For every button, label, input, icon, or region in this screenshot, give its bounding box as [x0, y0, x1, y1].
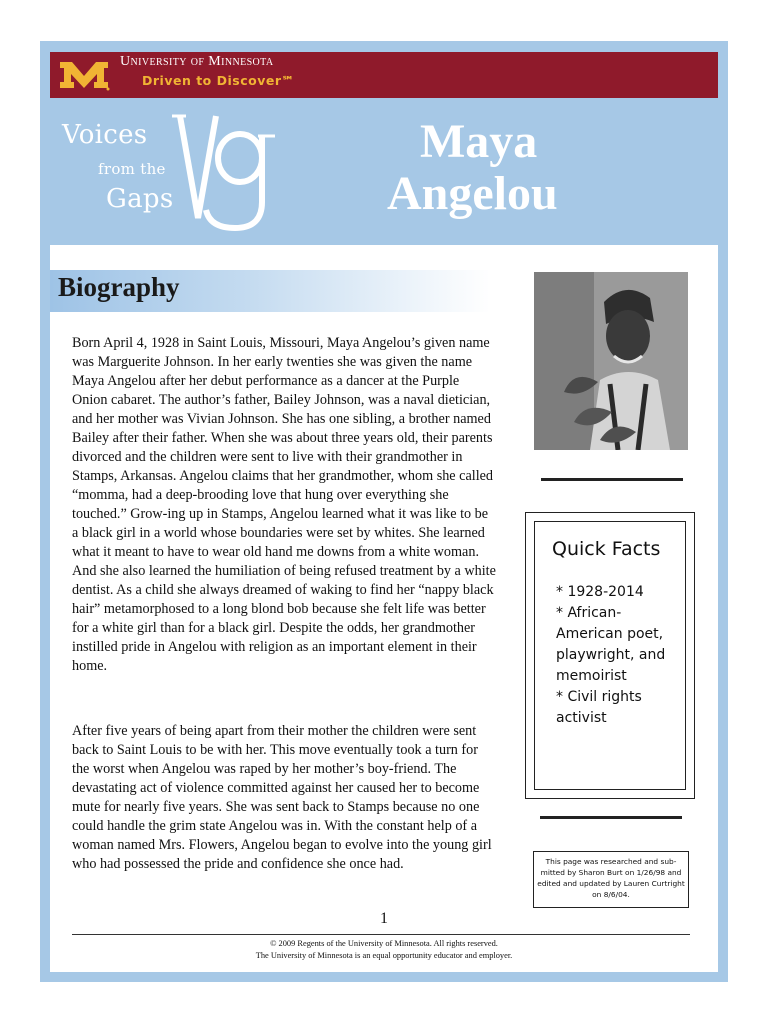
- university-name: University of Minnesota: [120, 54, 274, 69]
- tagline: Driven to Discover℠: [142, 73, 295, 88]
- logo-word-from-the: from the: [98, 160, 166, 178]
- university-m-logo-icon: [58, 58, 110, 92]
- divider-rule: [541, 478, 683, 481]
- page-title-last-name: Angelou: [387, 167, 558, 220]
- author-photo: [534, 272, 688, 450]
- footer-divider: [72, 934, 690, 935]
- biography-heading: Biography: [58, 272, 180, 302]
- logo-word-gaps: Gaps: [106, 184, 174, 214]
- logo-word-voices: Voices: [62, 120, 148, 150]
- quick-facts-title: Quick Facts: [552, 538, 661, 560]
- page-number: 1: [380, 910, 388, 927]
- footer-equal-opportunity: The University of Minnesota is an equal opportunity educator and employer.: [255, 951, 513, 960]
- quick-fact-item: * 1928-2014: [556, 584, 644, 600]
- biography-paragraph-2: After five years of being apart from their mother the children were sent back to Saint Louis to be with her. This move eventually took a turn for the worst when Angelou was raped by her mother’s boy-friend. The devastating act of violence committed against her caused her to become mute for nearly five years. She was sent back to Stamps because no one could handle the grim state Angelou was in. With the constant help of a woman named Mrs. Flowers, Angelou began to evolve into the young girl who had possessed the pride and confidence she once had.: [72, 723, 492, 872]
- divider-rule: [540, 816, 682, 819]
- page-title-first-name: Maya: [420, 115, 538, 168]
- voices-from-the-gaps-logo: [60, 106, 290, 234]
- portrait-image: [534, 272, 688, 450]
- biography-paragraph-1: Born April 4, 1928 in Saint Louis, Missouri, Maya Angelou’s given name was Marguerite Johnson. In her early twenties she was given the name Maya Angelou after her debut performance as a dancer at the Purple Onion cabaret. The author’s father, Bailey Johnson, was a naval dietician, and her mother was Vivian Johnson. She has one sibling, a brother named Bailey after their father. When she was about three years old, their parents divorced and the children were sent to live with their grandmother in Stamps, Arkansas. Angelou claims that her grandmother, whom she called “momma, had a deep-brooding love that hung over everything she touched.” Grow-ing up in Stamps, Angelou learned what it was like to be a black girl in a world whose boundaries were set by whites. She learned what it meant to have to wear old hand me downs from a white woman. And she also learned the humiliation of being refused treatment by a white dentist. As a child she always dreamed of waking to find her “nappy black hair” metamorphosed to a long blond bob because she felt life was better for a white girl than for a black girl. Despite the odds, her grandmother instilled pride in Angelou with religion as an important element in their home.: [72, 335, 496, 674]
- university-header-bar: [50, 52, 718, 98]
- footer-copyright: © 2009 Regents of the University of Minnesota. All rights reserved.: [270, 939, 498, 948]
- quick-fact-item: * African-American poet, playwright, and memoirist: [556, 605, 666, 684]
- credit-note: This page was researched and sub-mitted by Sharon Burt on 1/26/98 and edited and updated by Lauren Curtright on 8/6/04.: [533, 851, 689, 908]
- quick-fact-item: * Civil rights activist: [556, 689, 642, 726]
